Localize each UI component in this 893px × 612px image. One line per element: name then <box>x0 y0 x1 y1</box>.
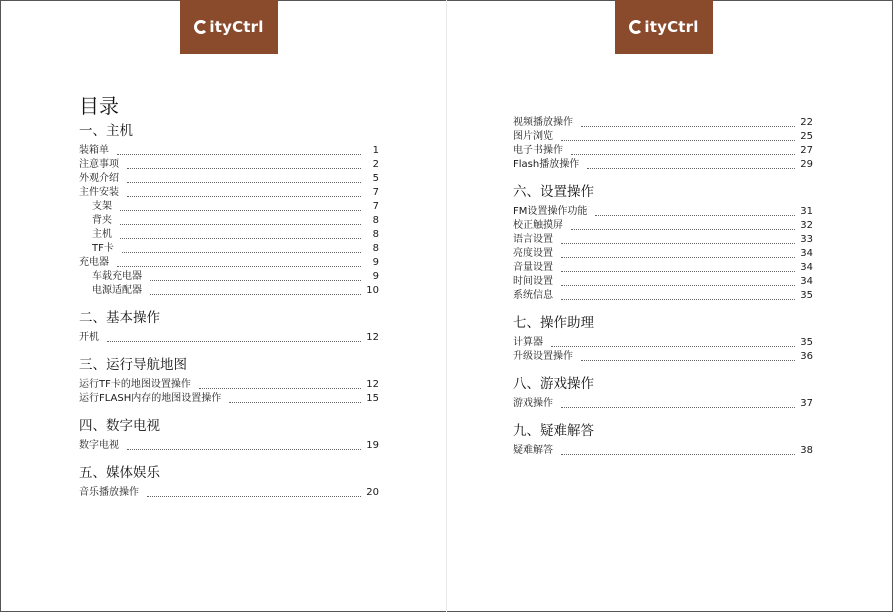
toc-entry[interactable] <box>513 144 813 158</box>
toc-entry[interactable] <box>79 256 379 270</box>
toc-entry-label: 亮度设置 <box>513 248 553 259</box>
toc-entry-page: 22 <box>800 117 813 128</box>
toc-entry-page: 5 <box>372 173 379 184</box>
dot-leader <box>595 215 795 216</box>
toc-entry-label: 装箱单 <box>79 145 109 156</box>
logo-c-icon <box>629 20 643 34</box>
toc-entry[interactable] <box>79 214 379 228</box>
dot-leader <box>571 229 795 230</box>
dot-leader <box>127 449 361 450</box>
toc-entry-label: 开机 <box>79 332 99 343</box>
toc-entry-label: FM设置操作功能 <box>513 206 588 217</box>
dot-leader <box>120 238 361 239</box>
dot-leader <box>117 154 361 155</box>
section-title: 九、疑难解答 <box>513 423 594 439</box>
section-title: 八、游戏操作 <box>513 376 594 392</box>
toc-entry[interactable] <box>79 172 379 186</box>
toc-entry-label: 游戏操作 <box>513 398 553 409</box>
logo-text: ityCtrl <box>644 18 699 36</box>
toc-section <box>513 421 813 458</box>
toc-entry[interactable] <box>513 397 813 411</box>
dot-leader <box>117 266 361 267</box>
toc-entry-page: 36 <box>800 351 813 362</box>
toc-entry-page: 12 <box>366 332 379 343</box>
section-title: 七、操作助理 <box>513 315 594 331</box>
toc-section <box>79 355 379 406</box>
dot-leader <box>229 402 361 403</box>
page-gutter <box>446 0 447 612</box>
toc-entry-label: 电源适配器 <box>92 285 142 296</box>
toc-entry[interactable] <box>513 444 813 458</box>
dot-leader <box>122 252 361 253</box>
toc-entry-label: 语言设置 <box>513 234 553 245</box>
toc-entry-label: 充电器 <box>79 257 109 268</box>
toc-left-column <box>79 119 379 500</box>
toc-entry-page: 31 <box>800 206 813 217</box>
toc-title: 目录 <box>79 94 119 118</box>
toc-entry[interactable] <box>79 284 379 298</box>
toc-entry-page: 12 <box>366 379 379 390</box>
toc-entry-label: 注意事项 <box>79 159 119 170</box>
section-title: 二、基本操作 <box>79 310 160 326</box>
toc-entry[interactable] <box>513 289 813 303</box>
dot-leader <box>561 299 795 300</box>
toc-entry-page: 2 <box>372 159 379 170</box>
toc-entry[interactable] <box>513 158 813 172</box>
toc-entry-page: 35 <box>800 290 813 301</box>
toc-section <box>79 463 379 500</box>
toc-entry-label: 计算器 <box>513 337 543 348</box>
toc-entry[interactable] <box>79 186 379 200</box>
toc-entry-label: 运行FLASH内存的地图设置操作 <box>79 393 222 404</box>
toc-entry-page: 25 <box>800 131 813 142</box>
toc-entry-page: 37 <box>800 398 813 409</box>
toc-entry-label: 运行TF卡的地图设置操作 <box>79 379 191 390</box>
dot-leader <box>120 224 361 225</box>
toc-entry-label: 视频播放操作 <box>513 117 573 128</box>
toc-entry-label: 主件安装 <box>79 187 119 198</box>
toc-entry-page: 38 <box>800 445 813 456</box>
toc-entry-page: 9 <box>372 271 379 282</box>
section-title: 四、数字电视 <box>79 418 160 434</box>
toc-entry[interactable] <box>513 219 813 233</box>
toc-entry[interactable] <box>79 158 379 172</box>
toc-entry[interactable] <box>513 350 813 364</box>
toc-entry[interactable] <box>513 233 813 247</box>
toc-entry[interactable] <box>79 242 379 256</box>
toc-entry-label: 外观介绍 <box>79 173 119 184</box>
toc-entry[interactable] <box>79 144 379 158</box>
dot-leader <box>561 257 795 258</box>
toc-section <box>79 121 379 298</box>
section-title: 六、设置操作 <box>513 184 594 200</box>
brand-logo-right <box>615 0 713 54</box>
toc-entry-label: 时间设置 <box>513 276 553 287</box>
toc-entry[interactable] <box>79 486 379 500</box>
dot-leader <box>561 407 795 408</box>
toc-entry-label: 系统信息 <box>513 290 553 301</box>
toc-entry-label: 数字电视 <box>79 440 119 451</box>
toc-entry-page: 1 <box>372 145 379 156</box>
toc-entry-page: 8 <box>372 243 379 254</box>
toc-section <box>79 308 379 345</box>
toc-entry-label: 图片浏览 <box>513 131 553 142</box>
toc-entry-page: 15 <box>366 393 379 404</box>
toc-entry[interactable] <box>79 270 379 284</box>
dot-leader <box>551 346 795 347</box>
toc-entry[interactable] <box>79 378 379 392</box>
toc-entry-label: 电子书操作 <box>513 145 563 156</box>
toc-entry[interactable] <box>513 247 813 261</box>
toc-entry-label: 支架 <box>92 201 112 212</box>
toc-entry-page: 34 <box>800 276 813 287</box>
toc-entry-label: 背夹 <box>92 215 112 226</box>
toc-entry-label: 升级设置操作 <box>513 351 573 362</box>
toc-entry[interactable] <box>79 392 379 406</box>
toc-entry[interactable] <box>513 336 813 350</box>
dot-leader <box>561 243 795 244</box>
toc-entry-label: 疑难解答 <box>513 445 553 456</box>
toc-section <box>513 313 813 364</box>
dot-leader <box>581 126 795 127</box>
toc-entry-page: 7 <box>372 201 379 212</box>
dot-leader <box>561 454 795 455</box>
toc-entry-page: 19 <box>366 440 379 451</box>
toc-section <box>79 416 379 453</box>
dot-leader <box>561 140 795 141</box>
toc-entry-page: 27 <box>800 145 813 156</box>
dot-leader <box>199 388 361 389</box>
dot-leader <box>147 496 361 497</box>
dot-leader <box>561 271 795 272</box>
dot-leader <box>150 280 361 281</box>
toc-entry-label: 音乐播放操作 <box>79 487 139 498</box>
toc-entry-page: 34 <box>800 248 813 259</box>
toc-entry-page: 9 <box>372 257 379 268</box>
toc-entry-page: 34 <box>800 262 813 273</box>
toc-entry[interactable] <box>79 228 379 242</box>
toc-right-column <box>513 116 813 458</box>
toc-entry[interactable] <box>79 331 379 345</box>
dot-leader <box>127 182 361 183</box>
toc-entry[interactable] <box>79 200 379 214</box>
dot-leader <box>127 196 361 197</box>
toc-entry-label: 校正触摸屏 <box>513 220 563 231</box>
toc-entry[interactable] <box>513 275 813 289</box>
dot-leader <box>127 168 361 169</box>
section-title: 三、运行导航地图 <box>79 357 187 373</box>
toc-entry[interactable] <box>79 439 379 453</box>
section-title: 五、媒体娱乐 <box>79 465 160 481</box>
toc-entry-label: Flash播放操作 <box>513 159 580 170</box>
toc-entry[interactable] <box>513 130 813 144</box>
toc-entry[interactable] <box>513 261 813 275</box>
toc-entry-page: 35 <box>800 337 813 348</box>
toc-entry-page: 8 <box>372 229 379 240</box>
dot-leader <box>587 168 795 169</box>
toc-section <box>513 116 813 172</box>
toc-entry-page: 7 <box>372 187 379 198</box>
toc-entry-label: TF卡 <box>92 243 114 254</box>
dot-leader <box>561 285 795 286</box>
toc-section <box>513 374 813 411</box>
toc-entry[interactable] <box>513 205 813 219</box>
dot-leader <box>571 154 795 155</box>
dot-leader <box>581 360 795 361</box>
dot-leader <box>150 294 361 295</box>
toc-entry-page: 32 <box>800 220 813 231</box>
toc-entry-page: 8 <box>372 215 379 226</box>
logo-c-icon <box>194 20 208 34</box>
toc-entry-label: 车载充电器 <box>92 271 142 282</box>
toc-entry-page: 20 <box>366 487 379 498</box>
toc-entry-page: 10 <box>366 285 379 296</box>
toc-entry-label: 音量设置 <box>513 262 553 273</box>
section-title: 一、主机 <box>79 123 133 139</box>
toc-entry[interactable] <box>513 116 813 130</box>
brand-logo-left <box>180 0 278 54</box>
toc-entry-page: 33 <box>800 234 813 245</box>
toc-entry-label: 主机 <box>92 229 112 240</box>
logo-text: ityCtrl <box>209 18 264 36</box>
toc-entry-page: 29 <box>800 159 813 170</box>
dot-leader <box>107 341 361 342</box>
dot-leader <box>120 210 361 211</box>
toc-section <box>513 182 813 303</box>
